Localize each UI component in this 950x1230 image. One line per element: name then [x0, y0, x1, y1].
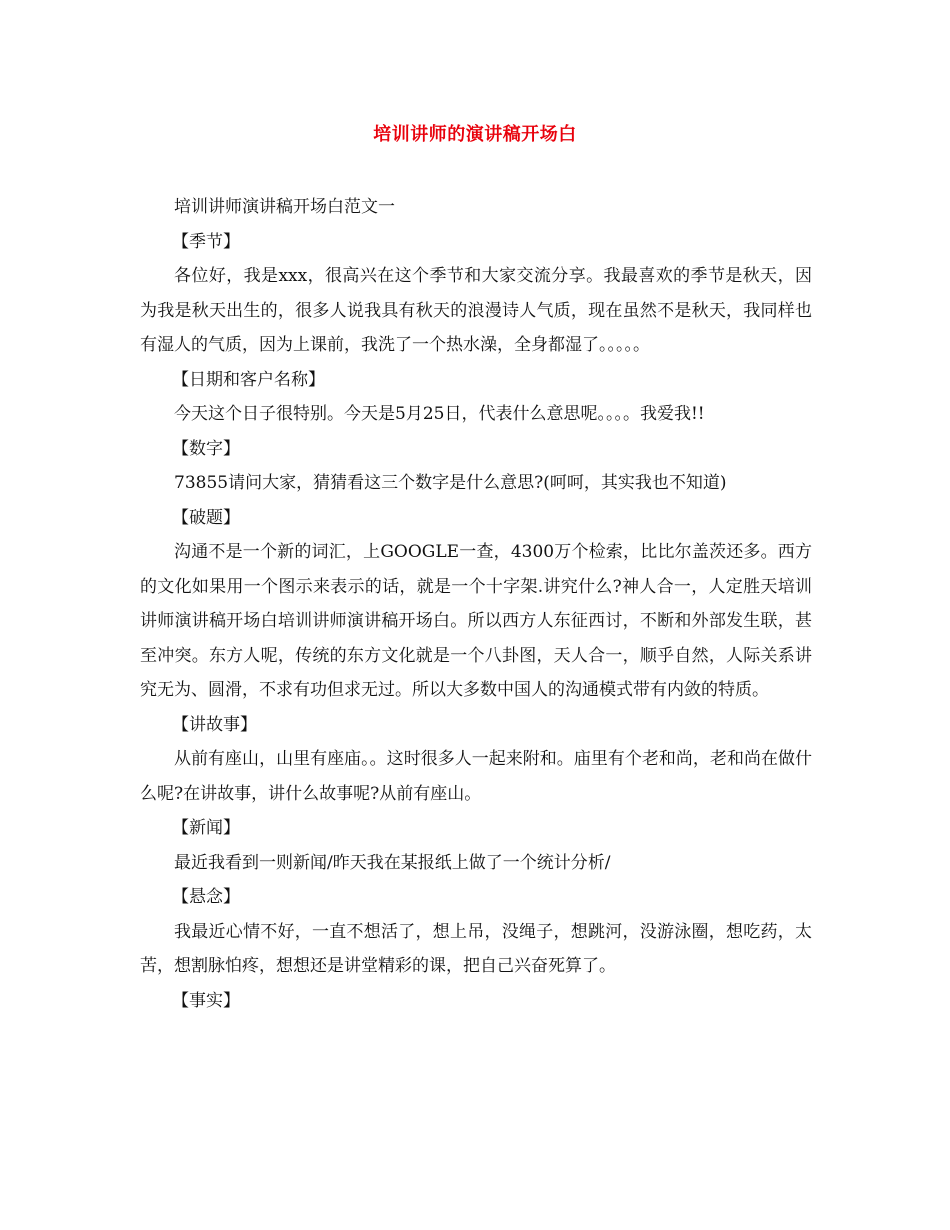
section-heading-suspense: 【悬念】 — [172, 887, 240, 907]
paragraph-date: 今天这个日子很特别。今天是5月25日，代表什么意思呢。。。。我爱我!! — [174, 404, 705, 424]
paragraph-story: 从前有座山，山里有座庙。。这时很多人一起来附和。庙里有个老和尚，老和尚在做什么呢?在讲故事，讲什么故事呢?从前有座山。 — [140, 749, 812, 804]
document-title: 培训讲师的演讲稿开场白 — [373, 124, 577, 145]
paragraph-intro: 培训讲师演讲稿开场白范文一 — [174, 197, 395, 217]
section-heading-topic: 【破题】 — [172, 507, 240, 528]
section-heading-date: 【日期和客户名称】 — [172, 369, 325, 390]
section-heading-news: 【新闻】 — [172, 818, 240, 838]
paragraph-suspense: 我最近心情不好，一直不想活了，想上吊，没绳子，想跳河，没游泳圈，想吃药，太苦，想割脉怕疼，想想还是讲堂精彩的课，把自己兴奋死算了。 — [140, 921, 812, 976]
document-body — [140, 190, 812, 1018]
paragraph-topic: 沟通不是一个新的词汇，上GOOGLE一查，4300万个检索，比比尔盖茨还多。西方的文化如果用一个图示来表示的话，就是一个十字架.讲究什么?神人合一，人定胜天培训讲师演讲稿开场白培训讲师演讲稿开场白。所以西方人东征西讨，不断和外部发生联，甚至冲突。东方人呢，传统的东方文化就是一个八卦图，天人合一，顺乎自然，人际关系讲究无为、圆滑，不求有功但求无过。所以大多数中国人的沟通模式带有内敛的特质。 — [140, 542, 812, 700]
paragraph-number: 73855请问大家，猜猜看这三个数字是什么意思?(呵呵，其实我也不知道) — [174, 473, 727, 493]
section-heading-story: 【讲故事】 — [172, 714, 257, 735]
section-heading-season: 【季节】 — [172, 231, 240, 252]
section-heading-fact: 【事实】 — [172, 990, 240, 1011]
section-heading-number: 【数字】 — [172, 438, 240, 459]
paragraph-season: 各位好，我是xxx，很高兴在这个季节和大家交流分享。我最喜欢的季节是秋天，因为我是秋天出生的，很多人说我具有秋天的浪漫诗人气质，现在虽然不是秋天，我同样也有湿人的气质，因为上课前，我洗了一个热水澡，全身都湿了。。。。。 — [140, 266, 812, 355]
paragraph-news: 最近我看到一则新闻/昨天我在某报纸上做了一个统计分析/ — [174, 852, 611, 873]
